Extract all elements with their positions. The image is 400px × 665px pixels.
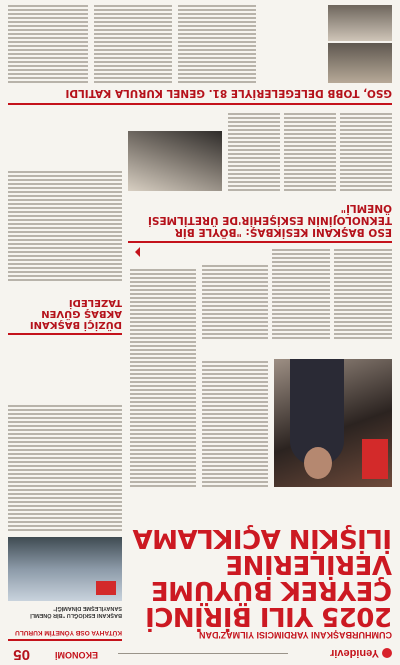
masthead-logo <box>330 645 392 661</box>
page-number: 05 <box>13 646 30 663</box>
eso-dek <box>128 196 392 210</box>
lead-body-column <box>272 249 330 339</box>
lead-body-column <box>202 359 268 487</box>
gso-body-column <box>8 5 88 83</box>
lead-kicker: CUMHURBAŞKANI YARDIMCISI YILMAZ'DAN <box>199 630 392 640</box>
lead-headline: 2025 YILI BİRİNCİ ÇEYREK BÜYÜME VERİLERİNE İLİŞKİN AÇIKLAMA <box>133 523 392 631</box>
lead-photo-flag <box>362 439 388 479</box>
lead-body-column <box>202 263 268 339</box>
kutahya-rule <box>8 639 122 641</box>
gso-headline: GSO, TOBB DELEGELERİYLE 81. GENEL KURULA KATILDI <box>65 87 392 99</box>
kutahya-body <box>8 403 122 531</box>
eso-body-column <box>284 111 336 191</box>
kutahya-headline: KÜTAHYA OSB YÖNETİM KURULU <box>15 629 122 636</box>
kutahya-photo-flag <box>96 581 116 595</box>
duzici-body <box>8 169 122 281</box>
gso-photo-caption <box>262 27 322 41</box>
eso-photo <box>128 131 222 191</box>
masthead-rule <box>118 653 288 654</box>
eso-body-column <box>228 111 280 191</box>
gso-photo <box>328 5 392 41</box>
lead-body-column <box>334 249 392 339</box>
gso-body-column <box>94 5 172 83</box>
gso-photo-caption <box>262 69 322 83</box>
gso-photo <box>328 43 392 83</box>
eso-body-column <box>340 111 392 191</box>
gso-rule <box>8 103 392 105</box>
duzici-rule <box>8 333 122 335</box>
duzici-headline: DÜZİÇİ BAŞKANI AKBAŞ GÜVEN TAZELEDİ <box>29 297 122 330</box>
continue-arrow-icon <box>135 247 140 257</box>
logo-text: Yenidevir <box>330 647 379 659</box>
eso-rule <box>128 241 392 243</box>
eso-headline: ESO BAŞKANI KESİKBAŞ: "BÖYLE BİR TEKNOLOJİNİN ESKİŞEHİR'DE ÜRETİLMESİ ÖNEMLİ" <box>147 202 392 238</box>
lead-body-column <box>130 267 196 487</box>
section-label: EKONOMİ <box>54 650 98 660</box>
logo-icon <box>382 648 392 658</box>
gso-body-column <box>178 5 256 83</box>
lead-photo-speaker-head <box>304 447 332 479</box>
kutahya-subheadline: BAŞKANI ESKİOĞLU "BİR ÖNEMLİ SANAYİLEŞME DİNAMİĞİ" <box>30 605 122 618</box>
lead-photo-caption <box>274 345 392 355</box>
